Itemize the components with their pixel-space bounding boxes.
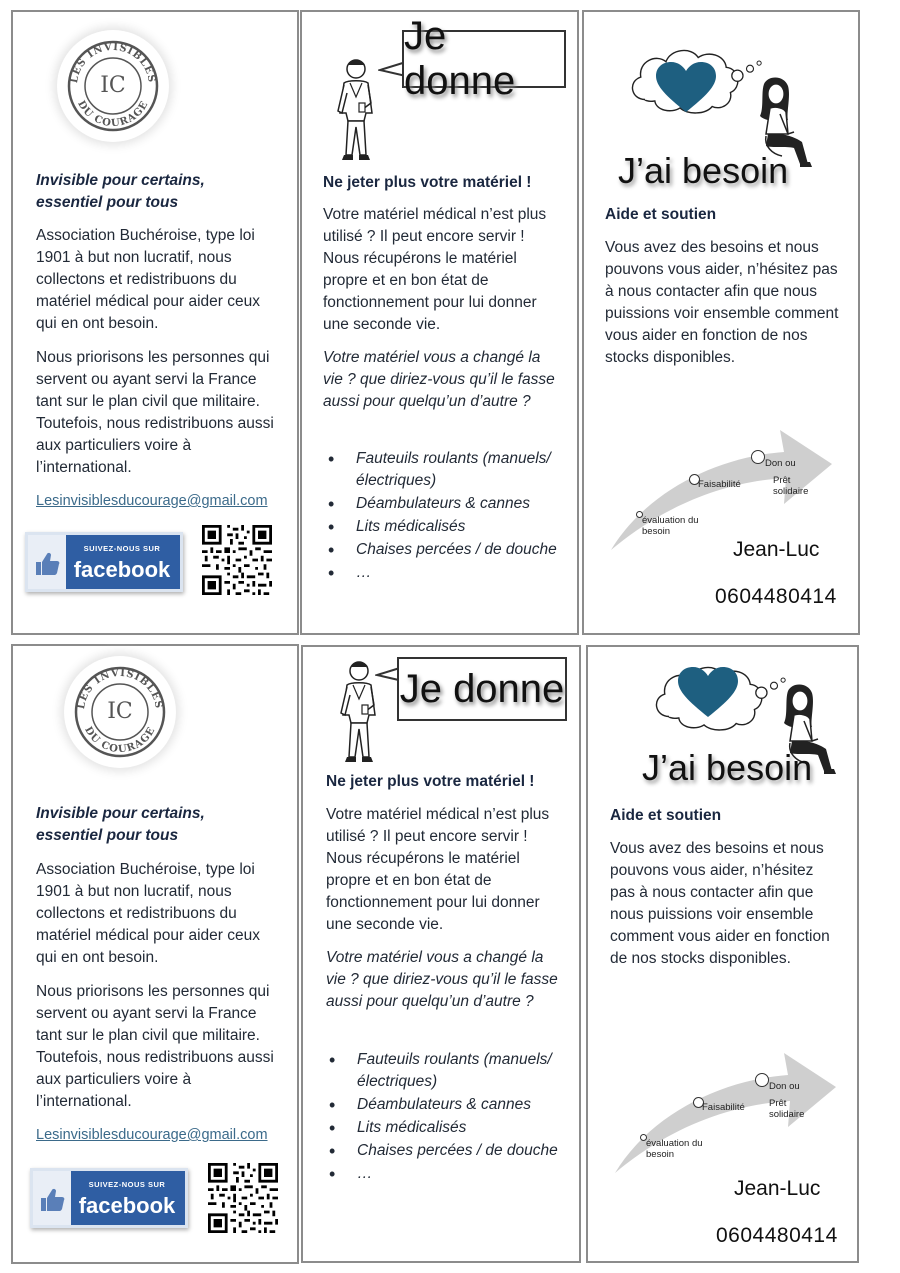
card-need-bottom bbox=[586, 645, 859, 1263]
card-title: J’ai besoin bbox=[642, 747, 813, 788]
qr-code-icon[interactable] bbox=[202, 525, 272, 595]
step-label: Don ou bbox=[765, 458, 796, 469]
list-item: • Lits médicalisés bbox=[302, 516, 562, 538]
step-dot bbox=[751, 450, 765, 464]
equipment-list bbox=[303, 1049, 565, 1186]
step-label: Prêt solidaire bbox=[769, 1098, 805, 1120]
svg-text:LES INVISIBLES: LES INVISIBLES bbox=[75, 667, 165, 711]
card-paragraph: Nous priorisons les personnes qui servent ou ayant servi la France tant sur le plan civil que militaire. Toutefois, nous redistribuons aussi aux particuliers voire à l’international. bbox=[36, 349, 274, 476]
speech-bubble-title: Je donne bbox=[402, 30, 566, 88]
card-paragraph: Vous avez des besoins et nous pouvons vous aider, n’hésitez pas à nous contacter afin que nous puissions voir ensemble comment vous aider en fonction de nos stocks disponibles. bbox=[610, 840, 830, 967]
contact-phone[interactable]: 0604480414 bbox=[715, 585, 837, 608]
step-label: évaluation du besoin bbox=[642, 515, 699, 537]
card-heading: Aide et soutien bbox=[605, 206, 717, 223]
svg-text:LES INVISIBLES: LES INVISIBLES bbox=[68, 41, 158, 85]
step-dot bbox=[755, 1073, 769, 1087]
card-donate-top bbox=[300, 10, 579, 635]
card-about-bottom bbox=[11, 644, 299, 1264]
card-heading: Invisible pour certains, essentiel pour tous bbox=[36, 172, 205, 211]
list-item: • Fauteuils roulants (manuels/électriques) bbox=[302, 448, 562, 492]
list-item: • Lits médicalisés bbox=[303, 1117, 565, 1139]
qr-code-icon[interactable] bbox=[208, 1163, 278, 1233]
card-donate-bottom bbox=[301, 645, 581, 1263]
card-paragraph: Association Buchéroise, type loi 1901 à but non lucratif, nous collectons et redistribuons du matériel médical pour aider ceux qui en ont besoin. bbox=[36, 227, 260, 332]
card-paragraph: Votre matériel vous a changé la vie ? que diriez-vous qu’il le fasse aussi pour quelqu’un d’autre ? bbox=[326, 949, 558, 1010]
card-heading: Ne jeter plus votre matériel ! bbox=[326, 773, 535, 790]
card-paragraph: Votre matériel vous a changé la vie ? que diriez-vous qu’il le fasse aussi pour quelqu’un d’autre ? bbox=[323, 349, 555, 410]
association-logo bbox=[57, 30, 169, 142]
svg-text:DU COURAGE: DU COURAGE bbox=[82, 725, 158, 756]
card-about-top bbox=[11, 10, 299, 635]
card-paragraph: Votre matériel médical n’est plus utilisé ? Il peut encore servir ! Nous récupérons le matériel propre et en bon état de fonctionnement pour lui donner une seconde vie. bbox=[323, 206, 547, 333]
card-need-top bbox=[582, 10, 860, 635]
email-link[interactable]: Lesinvisiblesducourage@gmail.com bbox=[36, 493, 268, 509]
contact-name: Jean-Luc bbox=[733, 538, 820, 561]
step-label: Prêt solidaire bbox=[773, 475, 809, 497]
svg-text:IC: IC bbox=[107, 699, 133, 724]
association-logo bbox=[64, 656, 176, 768]
man-illustration-icon bbox=[326, 55, 386, 165]
contact-name: Jean-Luc bbox=[734, 1177, 821, 1200]
svg-text:IC: IC bbox=[100, 73, 126, 98]
logo-seal-icon bbox=[64, 656, 176, 768]
card-paragraph: Association Buchéroise, type loi 1901 à but non lucratif, nous collectons et redistribuons du matériel médical pour aider ceux qui en ont besoin. bbox=[36, 861, 260, 966]
list-item: • Déambulateurs & cannes bbox=[302, 493, 562, 515]
card-paragraph: Nous priorisons les personnes qui servent ou ayant servi la France tant sur le plan civil que militaire. Toutefois, nous redistribuons aussi aux particuliers voire à l’international. bbox=[36, 983, 274, 1110]
email-link[interactable]: Lesinvisiblesducourage@gmail.com bbox=[36, 1127, 268, 1143]
list-item: • … bbox=[303, 1163, 565, 1185]
speech-bubble-title: Je donne bbox=[397, 657, 567, 721]
step-label: Faisabilité bbox=[698, 479, 741, 490]
card-heading: Invisible pour certains, essentiel pour tous bbox=[36, 805, 205, 844]
list-item: • Déambulateurs & cannes bbox=[303, 1094, 565, 1116]
step-label: évaluation du besoin bbox=[646, 1138, 703, 1160]
heart-icon bbox=[656, 62, 716, 114]
card-heading: Ne jeter plus votre matériel ! bbox=[323, 174, 532, 191]
logo-seal-icon bbox=[57, 30, 169, 142]
step-label: Faisabilité bbox=[702, 1102, 745, 1113]
facebook-follow-button[interactable]: SUIVEZ-NOUS SUR facebook bbox=[25, 532, 183, 592]
facebook-follow-button[interactable]: SUIVEZ-NOUS SUR facebook bbox=[30, 1168, 188, 1228]
heart-icon bbox=[678, 667, 738, 719]
card-paragraph: Votre matériel médical n’est plus utilisé ? Il peut encore servir ! Nous récupérons le matériel propre et en bon état de fonctionnement pour lui donner une seconde vie. bbox=[326, 806, 550, 933]
list-item: • Fauteuils roulants (manuels/électriques) bbox=[303, 1049, 565, 1093]
card-title: J’ai besoin bbox=[618, 150, 789, 191]
card-heading: Aide et soutien bbox=[610, 807, 722, 824]
list-item: • Chaises percées / de douche bbox=[303, 1140, 565, 1162]
equipment-list bbox=[302, 448, 562, 585]
card-paragraph: Vous avez des besoins et nous pouvons vous aider, n’hésitez pas à nous contacter afin que nous puissions voir ensemble comment vous aider en fonction de nos stocks disponibles. bbox=[605, 239, 839, 366]
list-item: • Chaises percées / de douche bbox=[302, 539, 562, 561]
list-item: • … bbox=[302, 562, 562, 584]
svg-text:DU COURAGE: DU COURAGE bbox=[75, 99, 151, 130]
contact-phone[interactable]: 0604480414 bbox=[716, 1224, 838, 1247]
step-label: Don ou bbox=[769, 1081, 800, 1092]
